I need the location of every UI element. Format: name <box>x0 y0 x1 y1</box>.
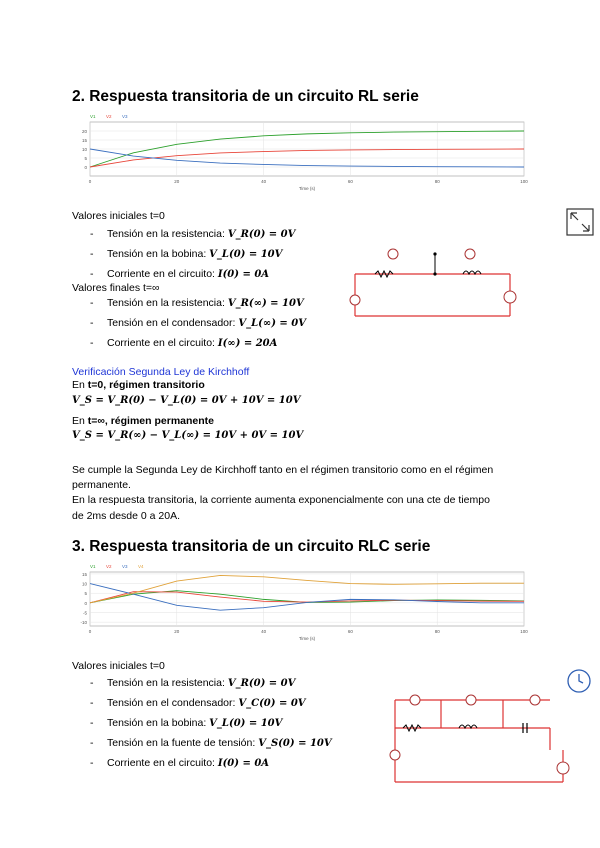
x-tick-label: 20 <box>174 629 180 634</box>
section-2-title: 2. Respuesta transitoria de un circuito RL serie <box>72 88 419 105</box>
kirchhoff-t0-equation: V_S = V_R(0) − V_L(0) = 0V + 10V = 10V <box>72 395 301 406</box>
item-label: Tensión en la bobina: <box>107 717 207 729</box>
x-tick-label: 40 <box>261 179 267 184</box>
bullet-dash: - <box>90 228 94 240</box>
bullet-dash: - <box>90 268 94 280</box>
conclusion-line: Se cumple la Segunda Ley de Kirchhoff tanto en el régimen transitorio como en el régimen <box>72 464 494 476</box>
y-tick-label: 20 <box>81 129 87 134</box>
voltmeter-icon <box>388 249 475 259</box>
source-icon <box>350 291 516 305</box>
item-label: Tensión en la resistencia: <box>107 677 225 689</box>
conclusion-line: En la respuesta transitoria, la corriente aumenta exponencialmente con una cte de tiempo <box>72 494 490 506</box>
x-tick-label: 80 <box>434 629 440 634</box>
bullet-dash: - <box>90 297 94 309</box>
item-equation: I(∞) = 20A <box>217 338 278 349</box>
y-tick-label: 10 <box>81 581 87 587</box>
kirchhoff-tinf-equation: V_S = V_R(∞) − V_L(∞) = 10V + 0V = 10V <box>72 430 304 441</box>
bullet-dash: - <box>90 337 94 349</box>
final-values-heading: Valores finales t=∞ <box>72 282 160 294</box>
conclusion-line: de 2ms desde 0 a 20A. <box>72 510 180 522</box>
clock-icon[interactable] <box>566 668 592 694</box>
rlc-circuit-diagram <box>385 690 575 785</box>
bullet-dash: - <box>90 317 94 329</box>
legend-entry: V2 <box>106 564 112 569</box>
rl-transient-chart <box>72 110 532 192</box>
item-equation: I(0) = 0A <box>217 269 270 280</box>
source-icon <box>390 750 569 774</box>
y-tick-label: 15 <box>81 571 87 577</box>
item-label: Corriente en el circuito: <box>107 268 215 280</box>
x-tick-label: 100 <box>520 179 528 184</box>
bullet-dash: - <box>90 757 94 769</box>
item-label: Tensión en la resistencia: <box>107 297 225 309</box>
verification-title: Verificación Segunda Ley de Kirchhoff <box>72 366 250 378</box>
x-tick-label: 0 <box>88 179 92 184</box>
item-label: Corriente en el circuito: <box>107 337 215 349</box>
item-label: Corriente en el circuito: <box>107 757 215 769</box>
bullet-dash: - <box>90 717 94 729</box>
section-3-title: 3. Respuesta transitoria de un circuito RLC serie <box>72 538 431 555</box>
rlc-transient-chart <box>72 560 532 642</box>
legend-entry: V4 <box>138 564 144 569</box>
x-axis-label: Time (s) <box>298 186 316 191</box>
y-tick-label: 5 <box>84 591 87 597</box>
item-label: Tensión en la bobina: <box>107 248 207 260</box>
y-tick-label: 10 <box>81 147 87 152</box>
item-equation: V_L(0) = 10V <box>209 249 283 260</box>
legend-entry: V1 <box>90 114 96 119</box>
x-tick-label: 0 <box>88 629 92 634</box>
bullet-dash: - <box>90 697 94 709</box>
y-tick-label: 0 <box>84 600 87 606</box>
item-equation: V_R(0) = 0V <box>227 229 296 240</box>
x-tick-label: 60 <box>347 629 353 634</box>
y-tick-label: -10 <box>80 620 87 626</box>
item-label: Tensión en la resistencia: <box>107 228 225 240</box>
legend-entry: V3 <box>122 564 128 569</box>
item-equation: V_R(∞) = 10V <box>227 298 304 309</box>
rl-circuit-diagram <box>345 242 525 322</box>
item-equation: V_C(0) = 0V <box>238 698 306 709</box>
x-tick-label: 60 <box>347 179 353 184</box>
expand-frame-icon[interactable] <box>566 208 594 236</box>
bullet-dash: - <box>90 737 94 749</box>
legend-entry: V1 <box>90 564 96 569</box>
y-tick-label: 5 <box>84 156 87 161</box>
item-equation: V_L(∞) = 0V <box>238 318 307 329</box>
bullet-dash: - <box>90 248 94 260</box>
tinf-heading: En t=∞, régimen permanente <box>72 415 214 427</box>
item-equation: V_S(0) = 10V <box>258 738 332 749</box>
y-tick-label: -5 <box>82 610 87 616</box>
legend-entry: V2 <box>106 114 112 119</box>
x-tick-label: 20 <box>174 179 180 184</box>
item-label: Tensión en el condensador: <box>107 697 236 709</box>
item-label: Tensión en la fuente de tensión: <box>107 737 256 749</box>
x-tick-label: 100 <box>520 629 528 634</box>
t0-heading: En t=0, régimen transitorio <box>72 379 205 391</box>
initial-values-heading: Valores iniciales t=0 <box>72 660 165 672</box>
item-label: Tensión en el condensador: <box>107 317 236 329</box>
x-tick-label: 40 <box>261 629 267 634</box>
initial-values-heading: Valores iniciales t=0 <box>72 210 165 222</box>
item-equation: V_R(0) = 0V <box>227 678 296 689</box>
bullet-dash: - <box>90 677 94 689</box>
x-tick-label: 80 <box>434 179 440 184</box>
x-axis-label: Time (s) <box>298 636 316 641</box>
item-equation: I(0) = 0A <box>217 758 270 769</box>
legend-entry: V3 <box>122 114 128 119</box>
y-tick-label: 15 <box>81 138 87 143</box>
conclusion-line: permanente. <box>72 479 131 491</box>
y-tick-label: 0 <box>84 165 87 170</box>
item-equation: V_L(0) = 10V <box>209 718 283 729</box>
